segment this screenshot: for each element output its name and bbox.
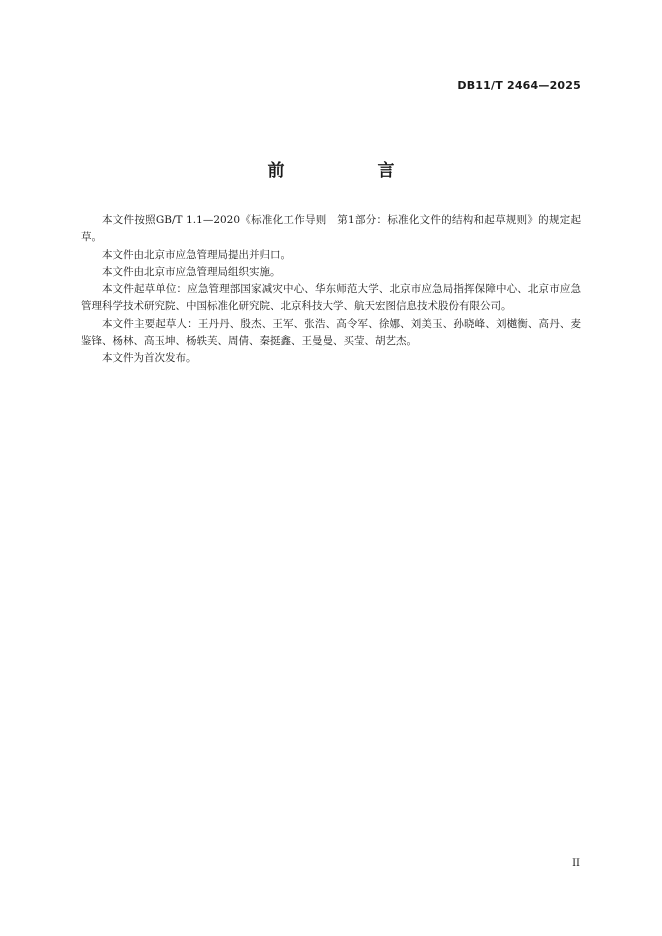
paragraph-drafting-units: 本文件起草单位：应急管理部国家减灾中心、华东师范大学、北京市应急局指挥保障中心、北京市应急管理科学技术研究院、中国标准化研究院、北京科技大学、航天宏图信息技术股份有限公司。 xyxy=(81,283,581,313)
page-title: 前 言 xyxy=(267,161,433,181)
paragraph-drafters: 本文件主要起草人：王丹丹、殷杰、王军、张浩、高令军、徐娜、刘美玉、孙晓峰、刘樾衡、高丹、麦鉴锋、杨林、高玉坤、杨轶芙、周倩、秦挺鑫、王曼曼、买莹、胡艺杰。 xyxy=(81,317,581,348)
page-number: II xyxy=(572,858,580,869)
paragraph-implementer: 本文件由北京市应急管理局组织实施。 xyxy=(102,265,281,278)
paragraph-drafting-rules: 本文件按照GB/T 1.1—2020《标准化工作导则 第1部分：标准化文件的结构和起草规则》的规定起草。 xyxy=(81,214,581,244)
paragraph-proposer: 本文件由北京市应急管理局提出并归口。 xyxy=(102,248,291,261)
paragraph-first-release: 本文件为首次发布。 xyxy=(102,352,197,365)
foreword-body xyxy=(81,212,581,368)
document-code: DB11/T 2464—2025 xyxy=(457,79,581,92)
